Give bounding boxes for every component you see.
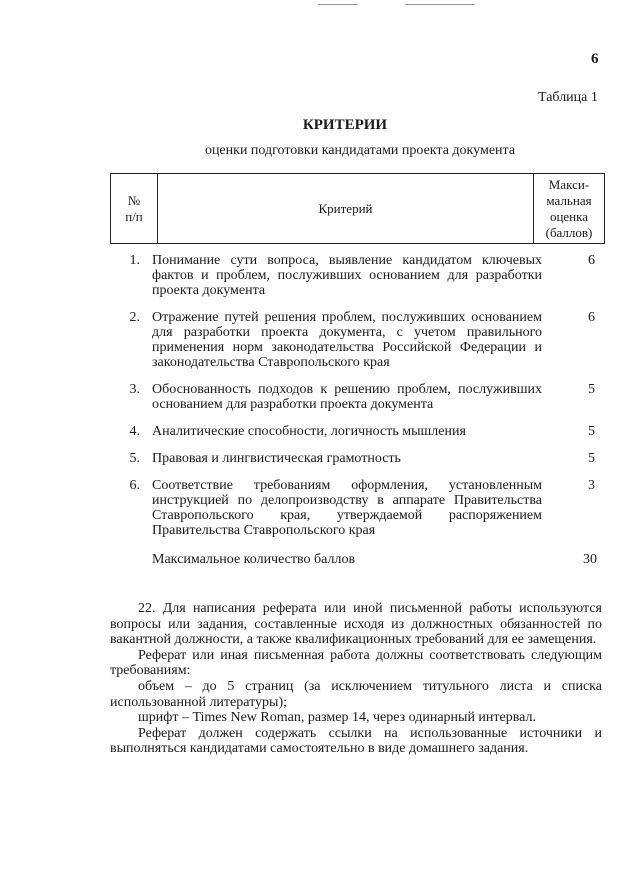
header-num-line: п/п: [125, 208, 143, 224]
table-row: [110, 451, 605, 466]
row-score: 5: [588, 424, 595, 439]
table-row: [110, 424, 605, 439]
header-max-line: оценка: [549, 208, 589, 224]
row-criterion: Правовая и лингвистическая грамотность: [152, 451, 401, 466]
header-num-line: №: [127, 192, 141, 208]
row-score: 6: [588, 253, 595, 268]
row-number: 5.: [129, 451, 140, 466]
row-score: 5: [588, 382, 595, 397]
page-title: КРИТЕРИИ: [302, 117, 388, 133]
scan-mark: [318, 4, 358, 5]
paragraph: шрифт – Times New Roman, размер 14, через одинарный интервал.: [138, 710, 537, 726]
paragraph: Реферат должен содержать ссылки на использованные источники и выполняться кандидатами самостоятельно в виде домашнего задания.: [110, 725, 602, 757]
criteria-rows: [110, 253, 605, 568]
total-row: [110, 552, 605, 568]
body-text: [110, 601, 602, 757]
table-row: [110, 478, 605, 538]
header-num: [111, 174, 158, 244]
page-number: 6: [591, 51, 599, 67]
table-row: [110, 382, 605, 412]
row-criterion: Отражение путей решения проблем, послуживших основанием для разработки проекта документа, с учетом правильного применения норм законодательства Российской Федерации и законодательства Ставропольского края: [152, 310, 542, 370]
row-score: 6: [588, 310, 595, 325]
row-number: 2.: [129, 310, 140, 325]
row-number: 4.: [129, 424, 140, 439]
row-score: 5: [588, 451, 595, 466]
criteria-table-header: [110, 173, 605, 244]
total-label: Максимальное количество баллов: [152, 552, 356, 567]
table-row: [110, 253, 605, 298]
row-criterion: Обоснованность подходов к решению проблем, послуживших основанием для разработки проекта документа: [152, 382, 542, 412]
header-max: [534, 174, 605, 244]
header-max-line: (баллов): [545, 224, 593, 240]
row-number: 1.: [129, 253, 140, 268]
row-criterion: Соответствие требованиям оформления, установленным инструкцией по делопроизводству в аппарате Правительства Ставропольского края, утверждаемой распоряжением Правительства Ставропольского края: [152, 478, 542, 538]
header-max-line: Макси-: [548, 176, 590, 192]
table-number: Таблица 1: [538, 90, 598, 105]
table-row: [110, 310, 605, 370]
header-criterion: Критерий: [158, 174, 534, 244]
total-value: 30: [583, 552, 597, 567]
paragraph: Реферат или иная письменная работа должны соответствовать следующим требованиям:: [110, 647, 602, 679]
row-criterion: Аналитические способности, логичность мышления: [152, 424, 466, 439]
scan-mark: [405, 4, 475, 5]
row-number: 6.: [129, 478, 140, 493]
paragraph: объем – до 5 страниц (за исключением титульного листа и списка использованной литературы);: [110, 678, 602, 710]
row-number: 3.: [129, 382, 140, 397]
row-criterion: Понимание сути вопроса, выявление кандидатом ключевых фактов и проблем, послуживших основанием для разработки проекта документа: [152, 253, 542, 298]
row-score: 3: [588, 478, 595, 493]
paragraph: 22. Для написания реферата или иной письменной работы используются вопросы или задания, составленные исходя из должностных обязанностей по вакантной должности, а также квалификационных требований для ее замещения.: [110, 601, 602, 648]
page-subtitle: оценки подготовки кандидатами проекта документа: [204, 143, 516, 158]
header-max-line: мальная: [546, 192, 592, 208]
